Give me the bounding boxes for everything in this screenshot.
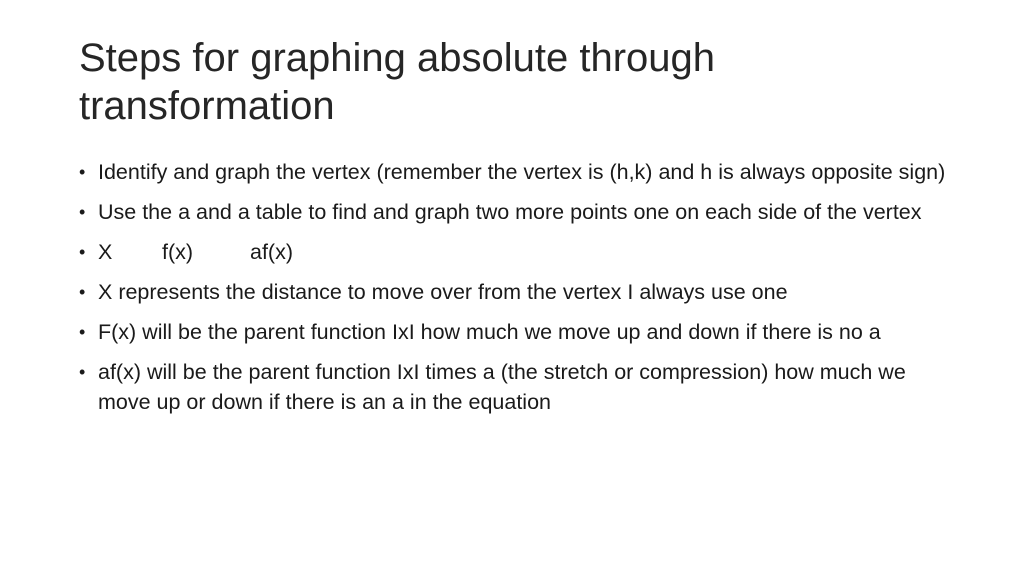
- table-header-afx: af(x): [250, 240, 293, 264]
- bullet-icon: •: [79, 322, 86, 342]
- bullet-item-table-header: [79, 237, 959, 267]
- bullet-text: X represents the distance to move over from the vertex I always use one: [98, 280, 788, 304]
- bullet-item: [79, 157, 959, 187]
- bullet-icon: •: [79, 202, 86, 222]
- bullet-text: F(x) will be the parent function IxI how much we move up and down if there is no a: [98, 320, 881, 344]
- bullet-item: [79, 197, 959, 227]
- bullet-icon: •: [79, 282, 86, 302]
- bullet-icon: •: [79, 362, 86, 382]
- slide-title: Steps for graphing absolute through transformation: [79, 36, 715, 128]
- bullet-list: [79, 157, 959, 427]
- bullet-text: Identify and graph the vertex (remember the vertex is (h,k) and h is always opposite sign): [98, 160, 946, 184]
- bullet-item: [79, 357, 959, 417]
- bullet-text: af(x) will be the parent function IxI times a (the stretch or compression) how much we move up or down if there is an a in the equation: [98, 360, 906, 414]
- table-header-x: X: [98, 240, 113, 264]
- table-header-fx: f(x): [162, 240, 194, 264]
- bullet-text: Use the a and a table to find and graph two more points one on each side of the vertex: [98, 200, 922, 224]
- bullet-icon: •: [79, 242, 86, 262]
- bullet-item: [79, 277, 959, 307]
- bullet-item: [79, 317, 959, 347]
- bullet-icon: •: [79, 162, 86, 182]
